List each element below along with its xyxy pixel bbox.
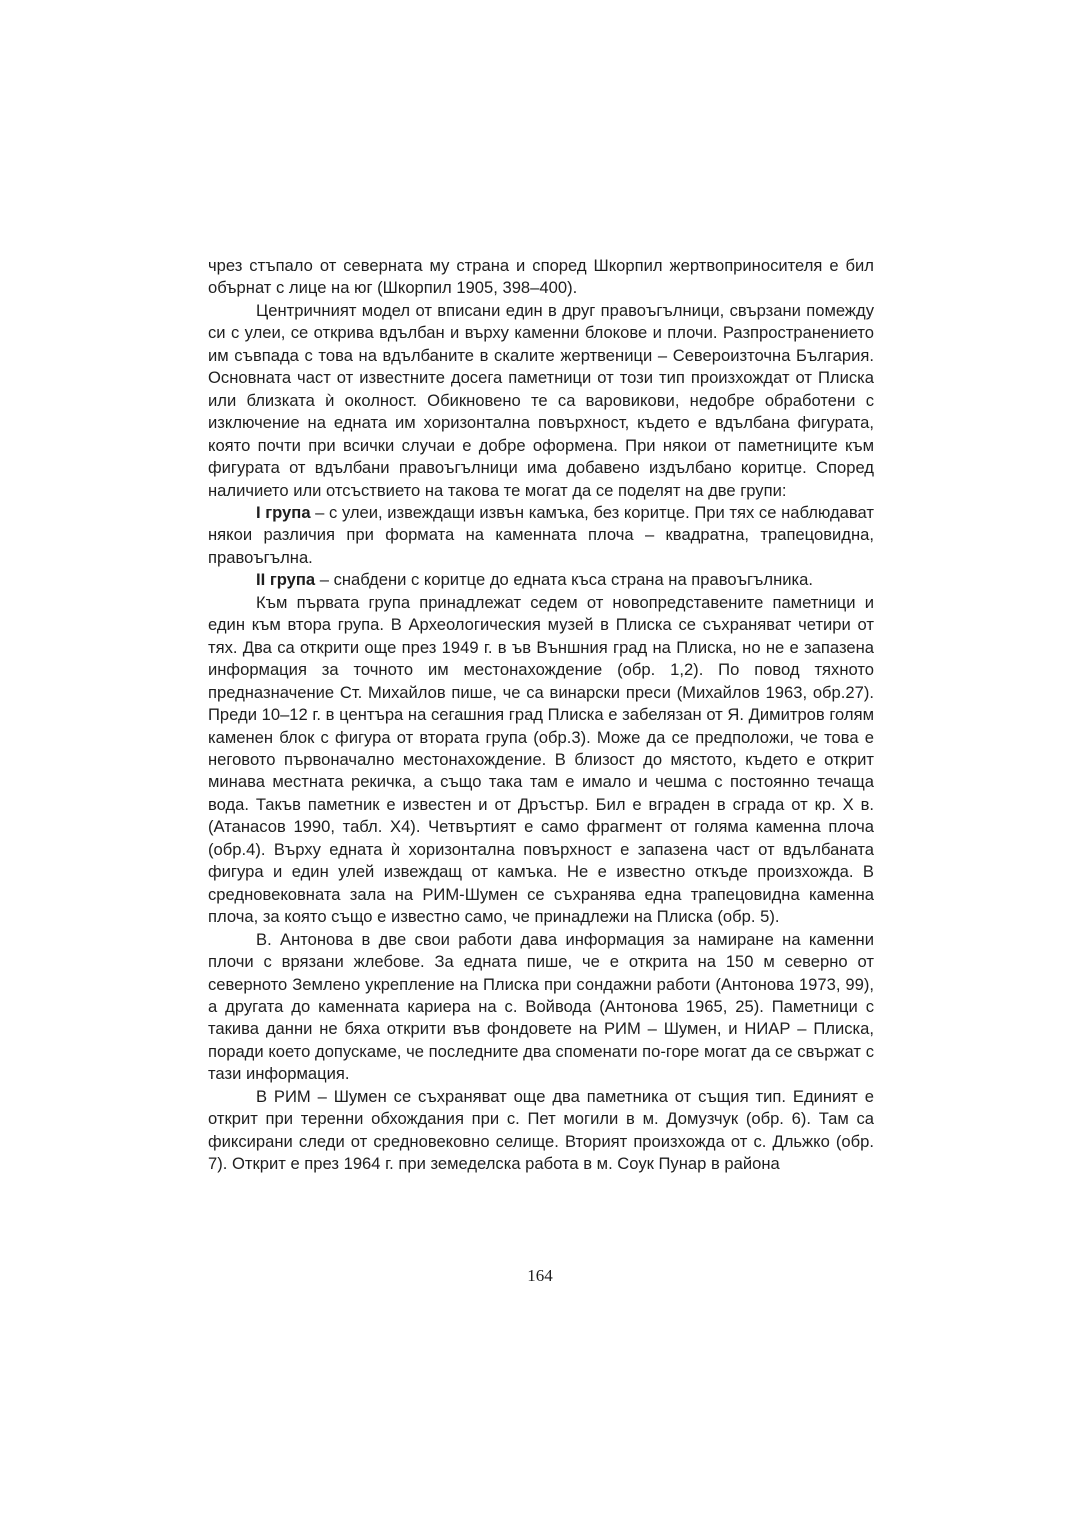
paragraph-group-two	[208, 569, 874, 591]
paragraph-centric-model: Центричният модел от вписани един в друг правоъгълници, свързани помежду си с улеи, се открива вдълбан и върху каменни блокове и плочи. Разпространението им съвпада с това на вдълбаните в скалите жертвеници – Североизточна България. Основната част от известните досега паметници от този тип произхождат от Плиска или близката ѝ околност. Обикновено те са варовикови, недобре обработени с изключение на едната им хоризонтална повърхност, където е вдълбана фигурата, която почти при всички случаи е добре оформена. При някои от паметниците към фигурата от вдълбани правоъгълници има добавено издълбано коритце. Според наличието или отсъствието на такова те могат да се поделят на две групи:	[208, 300, 874, 500]
group-one-text: – с улеи, извеждащи извън камъка, без коритце. При тях се наблюдават някои различия при формата на каменната плоча – квадратна, трапецовидна, правоъгълна.	[208, 502, 875, 567]
paragraph-pliska-finds: Към първата група принадлежат седем от новопредставените паметници и един към втора група. В Археологическия музей в Плиска се съхраняват четири от тях. Два са открити още през 1949 г. в ъв Външния град на Плиска, но не е запазена информация за точното им местонахождение (обр. 1,2). По повод тяхното предназначение Ст. Михайлов пише, че са винарски преси (Михайлов 1963, обр.27). Преди 10–12 г. в центъра на сегашния град Плиска е забелязан от Я. Димитров голям каменен блок с фигура от втората група (обр.3). Може да се предположи, че това е неговото първоначално местонахождение. В близост до мястото, където е открит минава местната рекичка, а също така там е имало и чешма с постоянно течаща вода. Такъв паметник е известен и от Дръстър. Бил е вграден в сграда от кр. X в. (Атанасов 1990, табл. X4). Четвъртият е само фрагмент от голяма каменна плоча (обр.4). Върху едната ѝ хоризонтална повърхност е запазена част от вдълбаната фигура и един улей извеждащ от камъка. Не е известно откъде произхожда. В средновековната зала на РИМ-Шумен се съхранява една трапецовидна каменна плоча, за която също е известно само, че принадлежи на Плиска (обр. 5).	[208, 592, 874, 927]
paragraph-rim-shumen: В РИМ – Шумен се съхраняват още два паметника от същия тип. Единият е открит при теренни обхождания при с. Пет могили в м. Домузчук (обр. 6). Там са фиксирани следи от средновековно селище. Вторият произхожда от с. Дльжко (обр. 7). Открит е през 1964 г. при земеделска работа в м. Соук Пунар в района	[208, 1086, 874, 1174]
group-two-text: – снабдени с коритце до едната къса страна на правоъгълника.	[315, 570, 813, 590]
group-two-label: II група	[256, 570, 316, 590]
paragraph-continuation: чрез стъпало от северната му страна и според Шкорпил жертвоприносителя е бил обърнат с лице на юг (Шкорпил 1905, 398–400).	[208, 256, 874, 298]
paragraph-group-one	[208, 502, 874, 569]
page-body	[208, 255, 874, 1176]
paragraph-antonova: В. Антонова в две свои работи дава информация за намиране на каменни плочи с врязани жлебове. За едната пише, че е открита на 150 м северно от северното Землено укрепление на Плиска при сондажни работи (Антонова 1973, 99), а другата до каменната кариера на с. Войвода (Антонова 1965, 25). Паметници с такива данни не бяха открити във фондовете на РИМ – Шумен, и НИАР – Плиска, поради което допускаме, че последните два споменати по-горе могат да се свържат с тази информация.	[208, 929, 874, 1084]
group-one-label: I група	[256, 502, 311, 522]
page-number: 164	[527, 1266, 553, 1285]
